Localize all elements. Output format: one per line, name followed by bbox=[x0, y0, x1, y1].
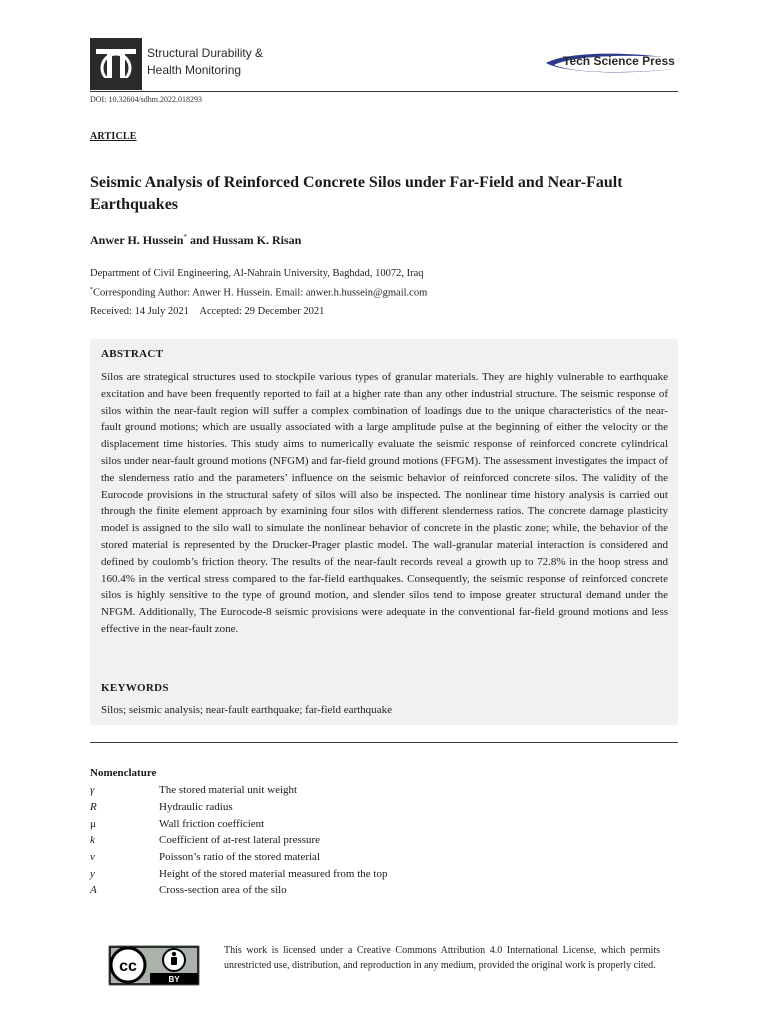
publication-dates bbox=[90, 306, 324, 317]
nomenclature-row bbox=[90, 832, 590, 849]
author-list bbox=[90, 233, 301, 248]
nomenclature-symbol: γ bbox=[90, 784, 95, 797]
license-text: This work is licensed under a Creative Commons Attribution 4.0 International License, which permits unrestricted use, distribution, and reproduction in any medium, provided the original work is properly cited. bbox=[224, 945, 660, 971]
nomenclature-description: Poisson’s ratio of the stored material bbox=[159, 851, 320, 864]
header-divider bbox=[90, 91, 678, 92]
corresponding-author-mark: * bbox=[183, 233, 187, 241]
nomenclature-symbol: y bbox=[90, 867, 95, 880]
keywords-heading: KEYWORDS bbox=[101, 682, 169, 694]
nomenclature-description: Hydraulic radius bbox=[159, 801, 233, 814]
journal-logo bbox=[90, 38, 142, 90]
paper-title: Seismic Analysis of Reinforced Concrete Silos under Far-Field and Near-Fault Earthquakes bbox=[90, 174, 623, 213]
nomenclature-row bbox=[90, 865, 590, 882]
accepted-date: Accepted: 29 December 2021 bbox=[199, 306, 325, 317]
nomenclature-symbol: R bbox=[90, 801, 97, 814]
nomenclature-row bbox=[90, 782, 590, 799]
author-name: Hussam K. Risan bbox=[212, 233, 302, 247]
received-date: Received: 14 July 2021 bbox=[90, 306, 189, 317]
abstract-text: Silos are strategical structures used to stockpile various types of granular materials. They are highly vulnerable to earthquake excitation and have been frequently reported to fail at a higher rate than any other industrial structure. The seismic response of silos within the near-fault region will suffer a complex combination of loadings due to the unique characteristics of the near-fault ground motions; which are usually associated with a large amplitude pulse at the beginning of either the velocity or the displacement time histories. This study aims to numerically evaluate the seismic response of reinforced concrete cylindrical silos under near-fault ground motions (NFGM) and far-field ground motions (FFGM). The assessment investigates the impact of the slenderness ratio and the parameters’ influence on the seismic behavior of reinforced concrete silos. The validity of the Eurocode provisions in the structural safety of silos will also be inspected. The nonlinear time history analysis is carried out through the finite element approach by examining four silos with different slenderness ratios. The concrete damage plasticity model is assigned to the silo wall to simulate the nonlinear behavior of concrete in the plastic zone; while, the behavior of the stored material is represented by the Drucker-Prager plastic model. The wall-granular material interaction is considered and defined by coulomb’s friction theory. The results of the near-fault records reveal a growth up to 72.8% in the hoop stress and 160.4% in the vertical stress compared to the far-field earthquakes. Consequently, the seismic response of reinforced concrete silos is highly sensitive to the type of ground motion, and slender silos tend to impose greater structural demand under the NFGM. Additionally, The Eurocode-8 seismic provisions were adequate in the conventional far-field ground motions and less effective in the near-fault zone. bbox=[101, 371, 668, 635]
doi[interactable]: DOI: 10.32604/sdhm.2022.018293 bbox=[90, 95, 202, 104]
nomenclature-description: Wall friction coefficient bbox=[159, 817, 265, 830]
article-type-label: ARTICLE bbox=[90, 131, 137, 142]
keywords-text: Silos; seismic analysis; near-fault earthquake; far-field earthquake bbox=[101, 704, 392, 716]
affiliation: Department of Civil Engineering, Al-Nahrain University, Baghdad, 10072, Iraq bbox=[90, 268, 424, 279]
nomenclature-symbol: A bbox=[90, 884, 97, 897]
section-divider bbox=[90, 742, 678, 743]
nomenclature-symbol: k bbox=[90, 834, 95, 847]
journal-name-line1: Structural Durability & bbox=[147, 46, 264, 60]
cc-by-license-icon[interactable] bbox=[108, 945, 200, 986]
author-connector: and bbox=[186, 233, 213, 247]
correspondence bbox=[90, 287, 427, 299]
correspondence-text[interactable]: Corresponding Author: Anwer H. Hussein. Email: anwer.h.hussein@gmail.com bbox=[93, 287, 428, 299]
author-name: Anwer H. Hussein bbox=[90, 233, 184, 247]
nomenclature-description: Cross-section area of the silo bbox=[159, 884, 287, 897]
abstract-heading: ABSTRACT bbox=[101, 348, 164, 360]
nomenclature-list bbox=[90, 782, 590, 899]
nomenclature-row bbox=[90, 799, 590, 816]
journal-name-line2: Health Monitoring bbox=[147, 63, 242, 77]
nomenclature-row bbox=[90, 815, 590, 832]
nomenclature-heading: Nomenclature bbox=[90, 767, 157, 779]
by-badge-text: BY bbox=[168, 975, 180, 984]
nomenclature-row bbox=[90, 882, 590, 899]
journal-name bbox=[147, 45, 263, 79]
nomenclature-symbol: μ bbox=[90, 817, 96, 830]
nomenclature-description: Coefficient of at-rest lateral pressure bbox=[159, 834, 321, 847]
publisher-name: Tech Science Press bbox=[563, 54, 675, 68]
nomenclature-description: The stored material unit weight bbox=[159, 784, 298, 797]
nomenclature-symbol: v bbox=[90, 851, 95, 864]
nomenclature-row bbox=[90, 849, 590, 866]
correspondence-mark: * bbox=[90, 287, 93, 293]
cc-badge-text: cc bbox=[119, 958, 137, 975]
nomenclature-description: Height of the stored material measured from the top bbox=[159, 867, 388, 880]
